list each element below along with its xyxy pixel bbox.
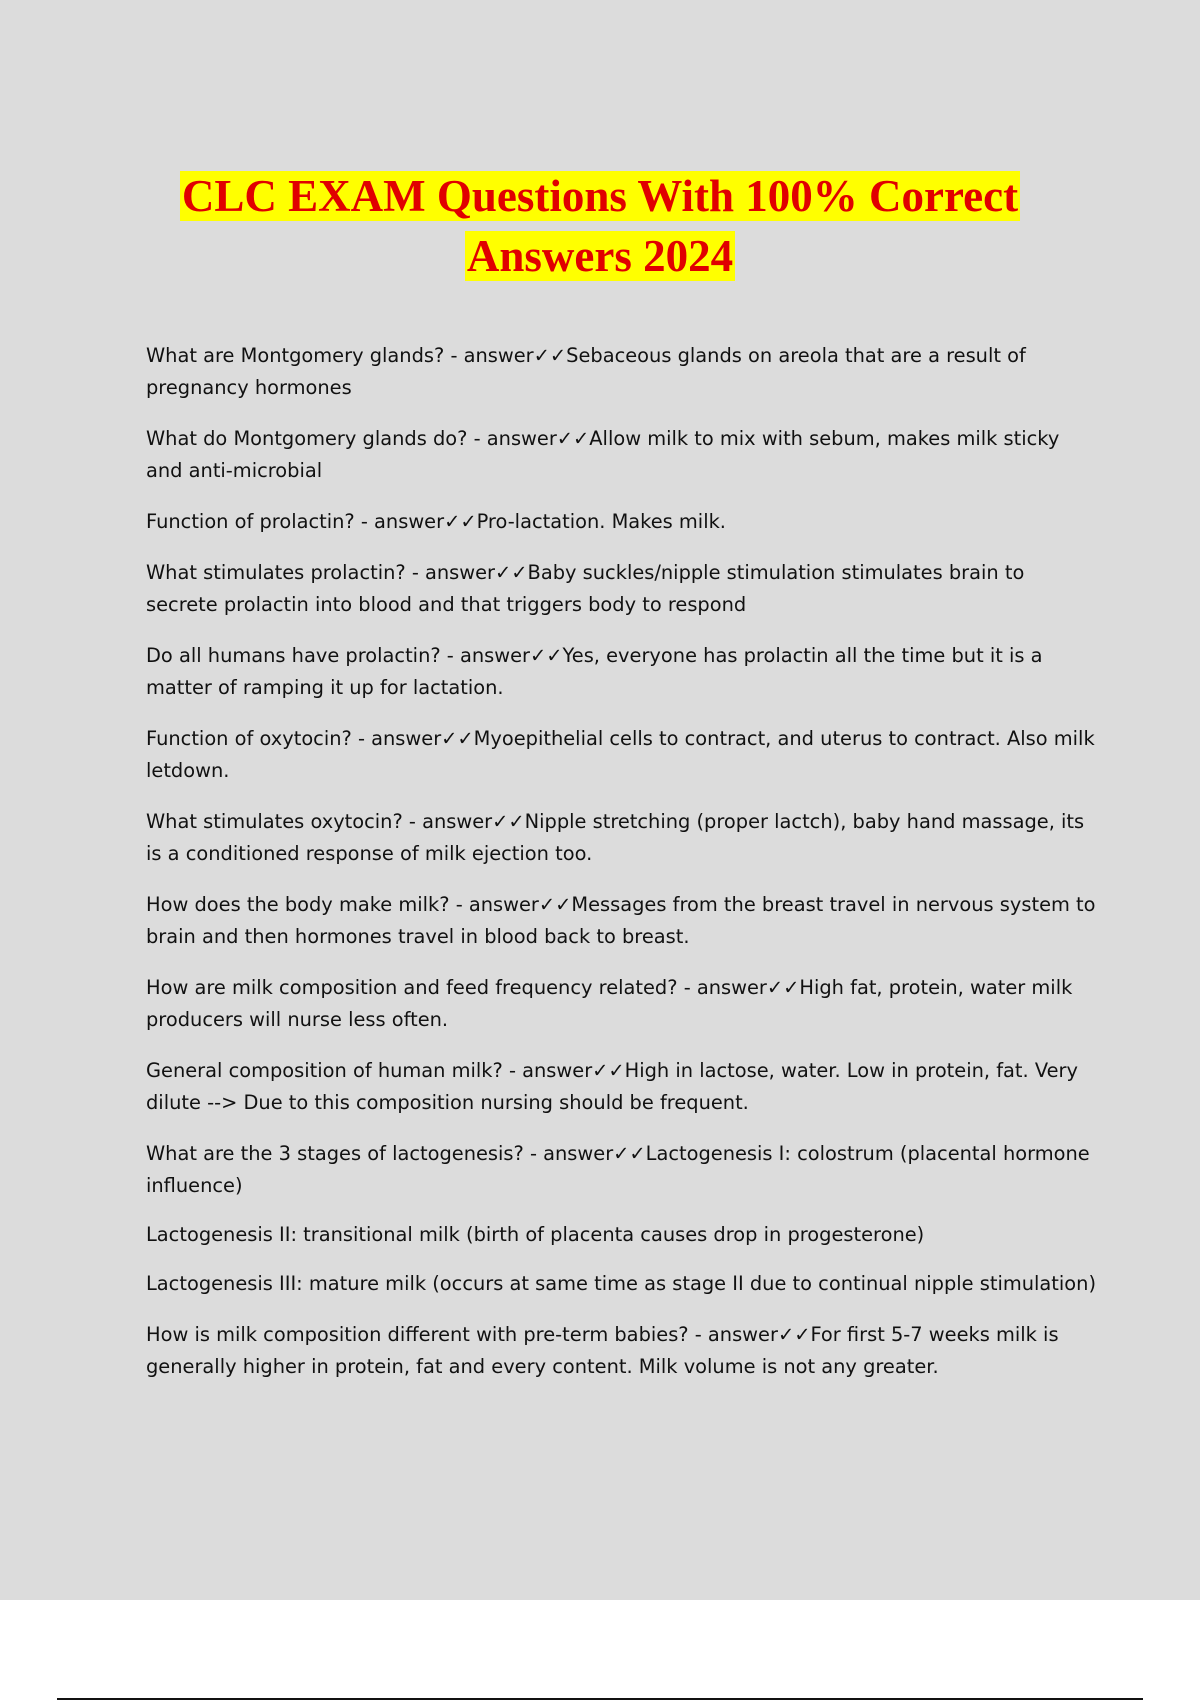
qa-item: What are the 3 stages of lactogenesis? - answer✓✓Lactogenesis I: colostrum (placental hormone influence): [146, 1142, 1090, 1197]
qa-item: What do Montgomery glands do? - answer✓✓Allow milk to mix with sebum, makes milk sticky and anti-microbial: [146, 427, 1060, 482]
qa-item: Function of oxytocin? - answer✓✓Myoepithelial cells to contract, and uterus to contract. Also milk letdown.: [146, 727, 1095, 782]
qa-item: What stimulates prolactin? - answer✓✓Baby suckles/nipple stimulation stimulates brain to secrete prolactin into blood and that triggers body to respond: [146, 561, 1025, 616]
qa-item: How does the body make milk? - answer✓✓Messages from the breast travel in nervous system to brain and then hormones travel in blood back to breast.: [146, 893, 1096, 948]
qa-item: Lactogenesis II: transitional milk (birth of placenta causes drop in progesterone): [146, 1223, 925, 1246]
qa-item: What stimulates oxytocin? - answer✓✓Nipple stretching (proper lactch), baby hand massage, its is a conditioned response of milk ejection too.: [146, 810, 1085, 865]
page-footer: [0, 1600, 1200, 1700]
qa-item: Lactogenesis III: mature milk (occurs at same time as stage II due to continual nipple stimulation): [146, 1272, 1097, 1295]
qa-item: Function of prolactin? - answer✓✓Pro-lactation. Makes milk.: [146, 510, 726, 533]
document-title: [100, 166, 1100, 286]
title-line-1: CLC EXAM Questions With 100% Correct: [181, 171, 1019, 221]
qa-list: [146, 340, 1096, 1402]
qa-item: General composition of human milk? - answer✓✓High in lactose, water. Low in protein, fat. Very dilute --> Due to this composition nursing should be frequent.: [146, 1059, 1078, 1114]
qa-item: How are milk composition and feed frequency related? - answer✓✓High fat, protein, water milk producers will nurse less often.: [146, 976, 1073, 1031]
qa-item: How is milk composition different with pre-term babies? - answer✓✓For first 5-7 weeks milk is generally higher in protein, fat and every content. Milk volume is not any greater.: [146, 1323, 1059, 1378]
qa-item: Do all humans have prolactin? - answer✓✓Yes, everyone has prolactin all the time but it is a matter of ramping it up for lactation.: [146, 644, 1043, 699]
title-line-2: Answers 2024: [466, 231, 734, 281]
qa-item: What are Montgomery glands? - answer✓✓Sebaceous glands on areola that are a result of pregnancy hormones: [146, 344, 1026, 399]
